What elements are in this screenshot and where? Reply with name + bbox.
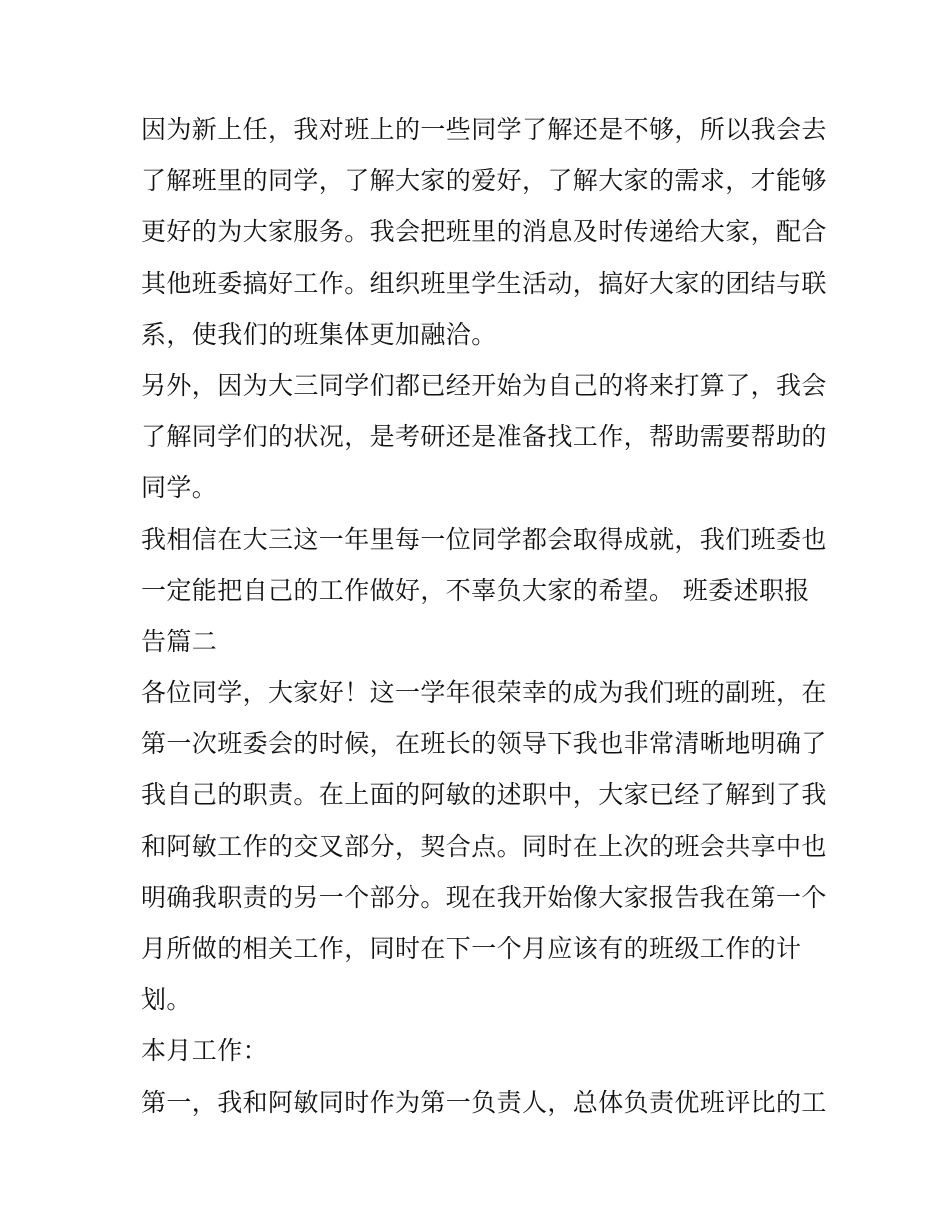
text-line: 另外，因为大三同学们都已经开始为自己的将来打算了，我会 (141, 370, 827, 400)
section-heading-line: 告篇二 (141, 626, 218, 656)
text-line: 第一，我和阿敏同时作为第一负责人，总体负责优班评比的工 (141, 1087, 827, 1117)
text-line: 其他班委搞好工作。组织班里学生活动，搞好大家的团结与联 (141, 268, 827, 298)
document-body-text (141, 104, 827, 1128)
text-line: 了解同学们的状况，是考研还是准备找工作，帮助需要帮助的 (141, 422, 827, 452)
text-line: 明确我职责的另一个部分。现在我开始像大家报告我在第一个 (141, 882, 827, 912)
text-line: 同学。 (141, 473, 218, 503)
text-line: 各位同学，大家好！这一学年很荣幸的成为我们班的副班，在 (141, 678, 827, 708)
text-line: 了解班里的同学，了解大家的爱好，了解大家的需求，才能够 (141, 166, 827, 196)
text-line: 第一次班委会的时候，在班长的领导下我也非常清晰地明确了 (141, 729, 827, 759)
text-line: 月所做的相关工作，同时在下一个月应该有的班级工作的计 (141, 934, 802, 963)
subheading-line: 本月工作： (141, 1036, 269, 1066)
text-line: 一定能把自己的工作做好，不辜负大家的希望。 班委述职报 (141, 575, 810, 605)
text-line: 划。 (141, 985, 192, 1015)
text-line: 我相信在大三这一年里每一位同学都会取得成就，我们班委也 (141, 524, 827, 554)
text-line: 更好的为大家服务。我会把班里的消息及时传递给大家，配合 (141, 217, 827, 247)
text-line: 系，使我们的班集体更加融洽。 (141, 319, 497, 349)
text-line: 因为新上任，我对班上的一些同学了解还是不够，所以我会去 (141, 115, 827, 144)
text-line: 和阿敏工作的交叉部分，契合点。同时在上次的班会共享中也 (141, 831, 827, 861)
text-line: 我自己的职责。在上面的阿敏的述职中，大家已经了解到了我 (141, 780, 827, 810)
